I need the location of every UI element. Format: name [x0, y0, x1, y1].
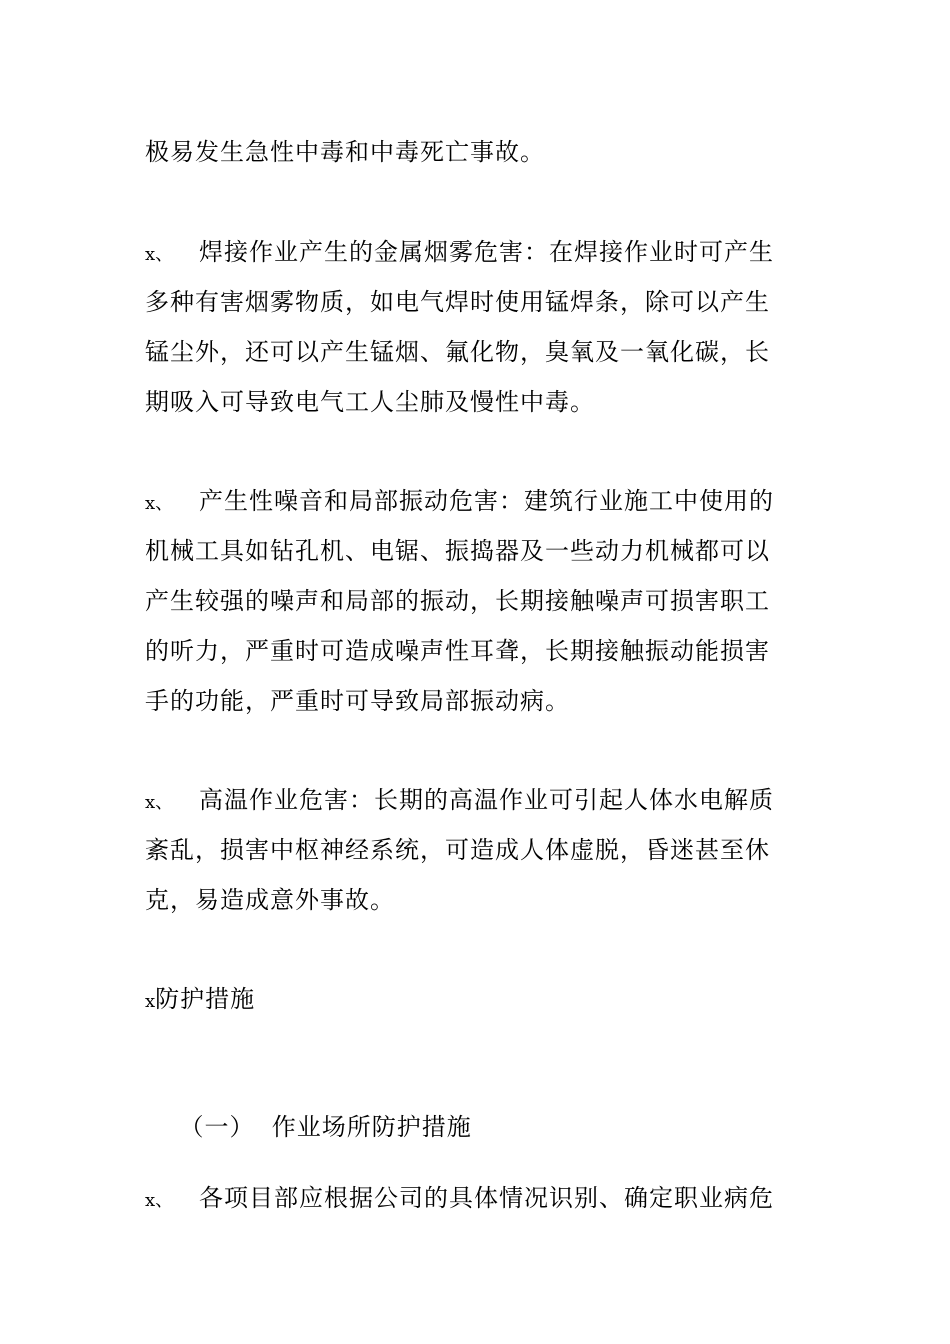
- text-line: 焊接作业产生的金属烟雾危害：在焊接作业时可产生: [199, 238, 774, 266]
- list-marker: x、: [145, 1190, 174, 1211]
- paragraph-line: [145, 287, 810, 317]
- paragraph-line: [145, 486, 810, 519]
- text-line: 锰尘外，还可以产生锰烟、氟化物，臭氧及一氧化碳，长: [145, 338, 770, 366]
- paragraph-line: [145, 586, 810, 616]
- paragraph-line: [145, 137, 810, 167]
- list-marker: x、: [145, 493, 174, 514]
- text-line: 期吸入可导致电气工人尘肺及慢性中毒。: [145, 388, 595, 416]
- text-line: 机械工具如钻孔机、电锯、振捣器及一些动力机械都可以: [145, 537, 770, 565]
- list-marker: x、: [145, 244, 174, 265]
- text-line: 产生性噪音和局部振动危害：建筑行业施工中使用的: [199, 487, 774, 515]
- paragraph-line: [145, 536, 810, 566]
- text-line: 克，易造成意外事故。: [145, 886, 395, 914]
- section-marker: x: [145, 991, 156, 1012]
- paragraph-line: [145, 337, 810, 367]
- text-line: 极易发生急性中毒和中毒死亡事故。: [145, 138, 545, 166]
- list-marker: x、: [145, 792, 174, 813]
- subsection-heading: [145, 1082, 810, 1172]
- text-line: 各项目部应根据公司的具体情况识别、确定职业病危: [199, 1184, 774, 1212]
- paragraph-line: [145, 686, 810, 716]
- subsection-heading-text: （一） 作业场所防护措施: [179, 1113, 472, 1141]
- paragraph-line: [145, 387, 810, 417]
- paragraph-line: [145, 237, 810, 270]
- text-line: 手的功能，严重时可导致局部振动病。: [145, 687, 570, 715]
- text-line: 紊乱，损害中枢神经系统，可造成人体虚脱，昏迷甚至休: [145, 836, 770, 864]
- text-line: 的听力，严重时可造成噪声性耳聋，长期接触振动能损害: [145, 637, 770, 665]
- paragraph-line: [145, 835, 810, 865]
- text-line: 高温作业危害：长期的高温作业可引起人体水电解质: [199, 786, 774, 814]
- paragraph-line: [145, 1183, 810, 1216]
- text-line: 产生较强的噪声和局部的振动，长期接触噪声可损害职工: [145, 587, 770, 615]
- section-heading: [145, 984, 810, 1017]
- section-heading-text: 防护措施: [155, 985, 256, 1013]
- paragraph-line: [145, 785, 810, 818]
- paragraph-line: [145, 636, 810, 666]
- text-line: 多种有害烟雾物质，如电气焊时使用锰焊条，除可以产生: [145, 288, 770, 316]
- paragraph-line: [145, 885, 810, 915]
